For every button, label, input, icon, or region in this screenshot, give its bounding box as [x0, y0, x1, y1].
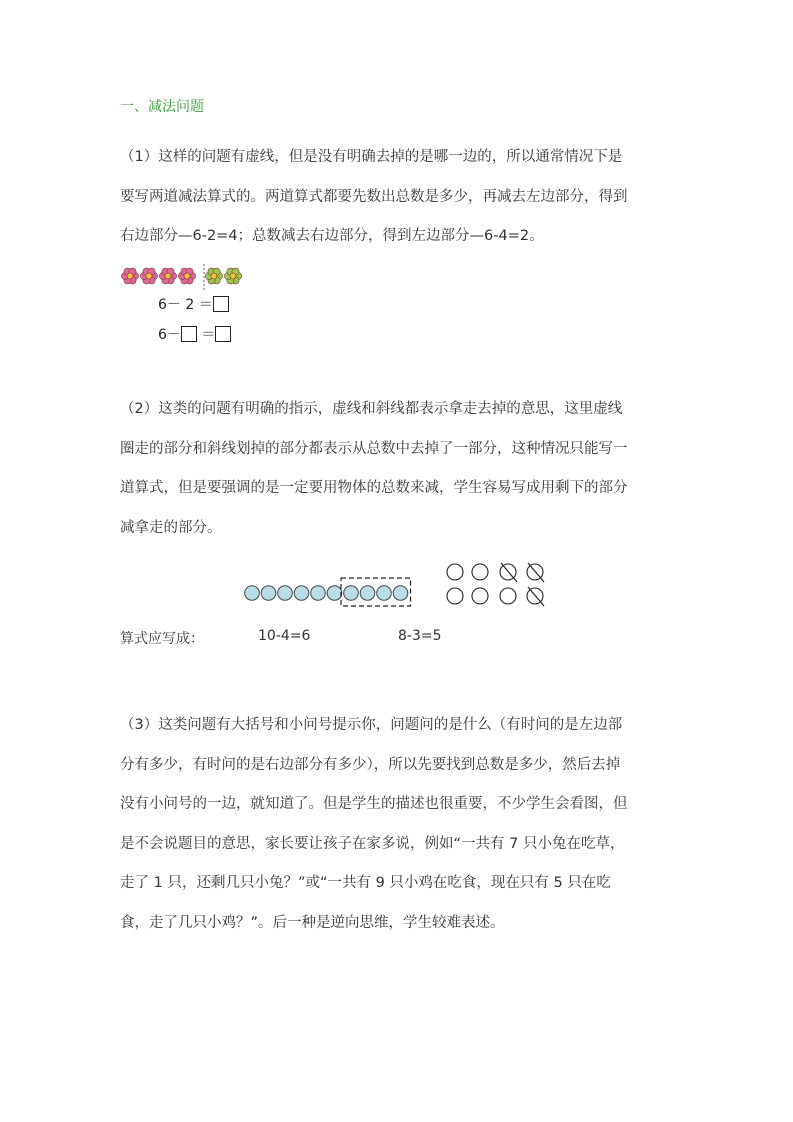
circle-item [360, 586, 375, 601]
equation-2-equals: ＝ [201, 327, 216, 343]
circled-circles-figure [240, 574, 425, 610]
circle-item [447, 564, 463, 580]
circle-item [500, 588, 516, 604]
paragraph-line: 没有小问号的一边，就知道了。但是学生的描述也很重要，不少学生会看图，但 [120, 796, 628, 812]
flower-figure [118, 262, 268, 296]
flower-icon [205, 268, 222, 284]
circle-item [278, 586, 293, 601]
section-heading: 一、减法问题 [120, 99, 204, 115]
circle-item [294, 586, 309, 601]
flower-icon [140, 268, 157, 284]
paragraph-3 [120, 706, 676, 943]
equation-2 [158, 324, 231, 344]
answer-box [181, 326, 197, 342]
circle-item [377, 586, 392, 601]
flower-icon [178, 268, 195, 284]
circle-item [472, 564, 488, 580]
paragraph-line: 减拿走的部分。 [120, 519, 222, 536]
flower-icon [224, 268, 241, 284]
paragraph-line: 分有多少，有时问的是右边部分有多少），所以先要找到总数是多少，然后去掉 [120, 756, 621, 773]
formula-2: 8-3=5 [398, 628, 442, 644]
paragraph-line: 是不会说题目的意思，家长要让孩子在家多说，例如“一共有 7 只小兔在吃草， [120, 835, 625, 852]
formula-label: 算式应写成： [120, 631, 204, 647]
circle-item [311, 586, 326, 601]
crossed-circles-figure [442, 560, 552, 612]
circle-item [344, 586, 359, 601]
paragraph-line: （3）这类问题有大括号和小问号提示你，问题问的是什么（有时问的是左边部 [120, 717, 623, 733]
formula-1: 10-4=6 [258, 628, 311, 644]
paragraph-line: （2）这类的问题有明确的指示，虚线和斜线都表示拿走去掉的意思，这里虚线 [120, 401, 623, 417]
equation-2-text: 6－ [158, 327, 181, 343]
equation-1 [158, 294, 229, 314]
paragraph-1 [120, 138, 676, 257]
circle-item [261, 586, 276, 601]
paragraph-line: 右边部分—6-2=4；总数减去右边部分，得到左边部分—6-4=2。 [120, 228, 544, 244]
paragraph-2 [120, 390, 676, 548]
circle-item [472, 588, 488, 604]
circle-item [447, 588, 463, 604]
paragraph-line: 要写两道减法算式的。两道算式都要先数出总数是多少，再减去左边部分，得到 [120, 188, 628, 205]
paragraph-line: 走了 1 只，还剩几只小兔？”或“一共有 9 只小鸡在吃食，现在只有 5 只在吃 [120, 875, 611, 891]
paragraph-line: （1）这样的问题有虚线，但是没有明确去掉的是哪一边的，所以通常情况下是 [120, 149, 623, 165]
equation-1-text: 6－ 2 ＝ [158, 297, 213, 313]
circle-item [245, 586, 260, 601]
circle-item [393, 586, 408, 601]
flower-icon [121, 268, 138, 284]
answer-box [213, 296, 229, 312]
paragraph-line: 道算式，但是要强调的是一定要用物体的总数来减，学生容易写成用剩下的部分 [120, 480, 628, 496]
circle-item [327, 586, 342, 601]
paragraph-line: 食，走了几只小鸡？”。后一种是逆向思维，学生较难表述。 [120, 914, 505, 931]
paragraph-line: 圈走的部分和斜线划掉的部分都表示从总数中去掉了一部分，这种情况只能写一 [120, 440, 628, 457]
answer-box [215, 326, 231, 342]
flower-icon [159, 268, 176, 284]
